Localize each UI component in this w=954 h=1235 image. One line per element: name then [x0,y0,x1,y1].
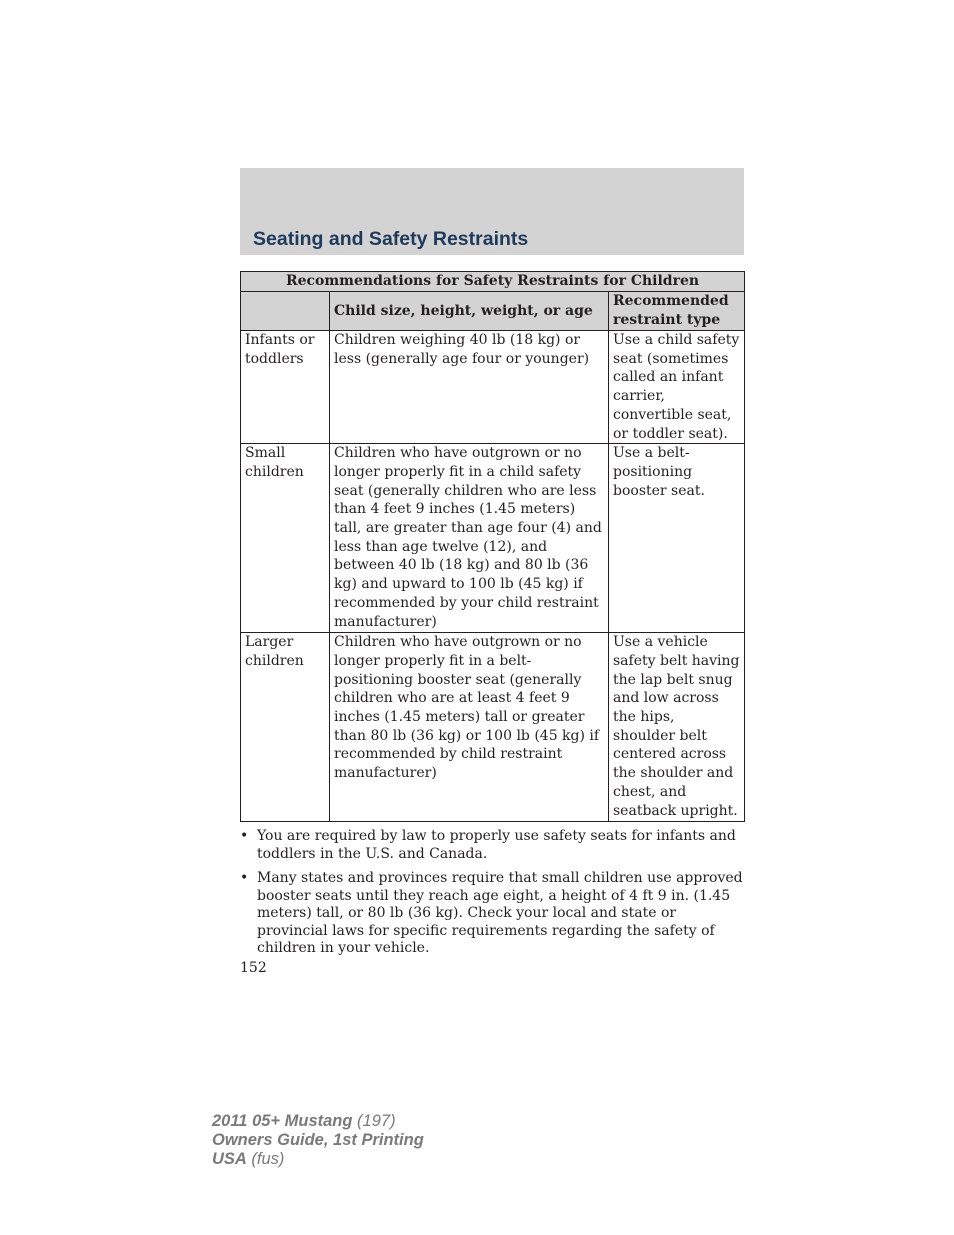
cell-restraint-type: Use a vehicle safety belt having the lap belt snug and low across the hips, shoulder belt centered across the shoulder and chest, and seatback upright. [609,633,745,822]
cell-child-size: Children who have outgrown or no longer properly fit in a child safety seat (generally children who are less than 4 feet 9 inches (1.45 meters) tall, are greater than age four (4) and less than age twelve (12), and between 40 lb (18 kg) and 80 lb (36 kg) and upward to 100 lb (45 kg) if recommended by your child restraint manufacturer) [330,444,609,633]
cell-child-size: Children weighing 40 lb (18 kg) or less (generally age four or younger) [330,331,609,444]
table-row [241,444,745,633]
footer-line-model [212,1112,424,1131]
section-title: Seating and Safety Restraints [253,228,529,250]
list-item [240,828,744,863]
cell-restraint-type: Use a belt-positioning booster seat. [609,444,745,633]
footer-market: USA [212,1150,247,1168]
column-header-restraint-type: Recommended restraint type [609,292,745,331]
footer-market-code: (fus) [246,1150,285,1168]
bullet-icon: • [240,870,249,886]
cell-category: Small children [241,444,330,633]
table-caption: Recommendations for Safety Restraints for Children [241,272,745,292]
column-header-category [241,292,330,331]
footer-model-code: (197) [352,1112,396,1130]
footer-edition: Owners Guide, 1st Printing [212,1131,424,1149]
cell-category: Larger children [241,633,330,822]
bullet-text: You are required by law to properly use safety seats for infants and toddlers in the U.S. and Canada. [257,828,736,862]
bullet-list [240,828,744,965]
cell-category: Infants or toddlers [241,331,330,444]
footer-line-market [212,1150,424,1169]
table-caption-row [241,272,745,292]
list-item [240,870,744,958]
footer-line-edition [212,1131,424,1150]
section-header-band [240,168,744,255]
table-row [241,331,745,444]
bullet-icon: • [240,828,249,844]
bullet-text: Many states and provinces require that small children use approved booster seats until they reach age eight, a height of 4 ft 9 in. (1.45 meters) tall, or 80 lb (36 kg). Check your local and state or provincial laws for specific requirements regarding the safety of children in your vehicle. [257,870,743,956]
table-header-row [241,292,745,331]
restraint-recommendations-table [240,271,745,822]
footer-model: 2011 05+ Mustang [212,1112,353,1130]
table-row [241,633,745,822]
cell-child-size: Children who have outgrown or no longer properly fit in a belt-positioning booster seat (generally children who are at least 4 feet 9 inches (1.45 meters) tall or greater than 80 lb (36 kg) or 100 lb (45 kg) if recommended by child restraint manufacturer) [330,633,609,822]
document-footer [212,1112,424,1169]
page-number: 152 [240,960,267,976]
cell-restraint-type: Use a child safety seat (sometimes called an infant carrier, convertible seat, or toddler seat). [609,331,745,444]
column-header-child-size: Child size, height, weight, or age [330,292,609,331]
